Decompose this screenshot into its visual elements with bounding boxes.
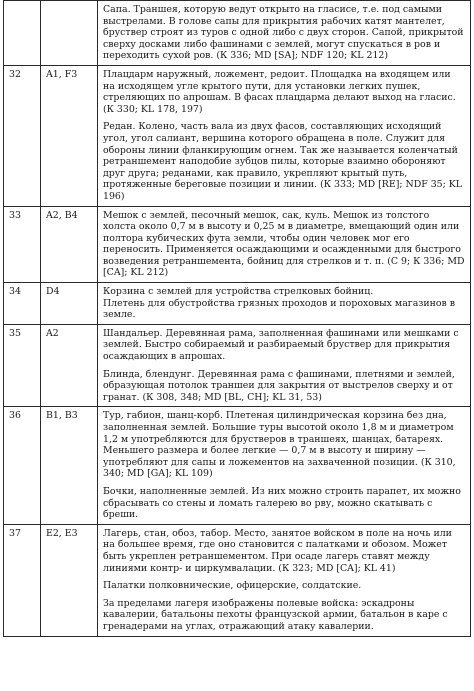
row-codes-cell: D4: [41, 283, 98, 325]
row-number-cell: 32: [4, 65, 41, 206]
table-row: [4, 206, 471, 283]
glossary-table: [3, 0, 471, 637]
table-row: [4, 1, 471, 66]
table-row: [4, 324, 471, 407]
row-description-cell: [98, 206, 471, 283]
description-paragraph: Блинда, блендунг. Деревянная рама с фашинами, плетнями и землей, образующая потолок траншеи для закрытия от выстрелов сверху и от гранат. (К 308, 348; MD [BL, CH]; KL 31, 53): [103, 368, 455, 403]
row-number-cell: 33: [4, 206, 41, 283]
row-codes-cell: B1, B3: [41, 407, 98, 524]
description-paragraph: Палатки полковнические, офицерские, солдатские.: [103, 580, 362, 592]
row-number-cell: 36: [4, 407, 41, 524]
row-number-cell: 34: [4, 283, 41, 325]
description-paragraph: Шандальер. Деревянная рама, заполненная фашинами или мешками с землей. Быстро собираемый и разбираемый бруствер для прикрытия осаждающих в апрошах.: [103, 327, 459, 363]
row-codes-cell: A1, F3: [41, 65, 98, 206]
row-codes-cell: A2, B4: [41, 206, 98, 283]
row-codes-cell: E2, E3: [41, 524, 98, 636]
description-paragraph: Корзина с землей для устройства стрелковых бойниц. Плетень для обустройства грязных проходов и пороховых магазинов в земле.: [103, 286, 456, 321]
table-row: [4, 524, 471, 636]
description-paragraph: Плацдарм наружный, ложемент, редоит. Площадка на входящем или на исходящем угле крытого пути, для установки легких пушек, стреляющих по апрошам. В фасах плацдарма делают выход на гласис. (К 330; KL 178, 197): [103, 68, 456, 115]
description-paragraph: Сапа. Траншея, которую ведут открыто на гласисе, т.е. под самыми выстрелами. В голове сапы для прикрытия рабочих катят мантелет, бруствер строят из туров с одной либо с двух сторон. Сапой, прикрытой сверху досками либо фашинами с землей, могут спускаться в ров и переходить сухой ров. (К 336; MD [SA]; NDF 120; KL 212): [103, 4, 464, 62]
description-paragraph: Лагерь, стан, обоз, табор. Место, занятое войском в поле на ночь или на большее время, где оно становится с палатками и обозом. Может быть укреплен ретраншементом. При осаде лагерь ставят между линиями контр- и циркумвалации. (К 323; MD [CA]; KL 41): [103, 527, 452, 574]
row-number-cell: [4, 1, 41, 66]
row-number-cell: 37: [4, 524, 41, 636]
description-paragraph: Бочки, наполненные землей. Из них можно строить парапет, их можно сбрасывать со стены и ломать галерею во рву, можно скатывать с бреши.: [103, 485, 461, 521]
row-description-cell: [98, 1, 471, 66]
row-codes-cell: [41, 1, 98, 66]
row-description-cell: [98, 324, 471, 407]
table-row: [4, 65, 471, 206]
row-description-cell: [98, 407, 471, 524]
glossary-table-body: [4, 1, 471, 637]
row-codes-cell: A2: [41, 324, 98, 407]
description-paragraph: За пределами лагеря изображены полевые войска: эскадроны кавалерии, батальоны пехоты французской армии, батальон в каре с гренадерами на углах, отражающий атаку кавалерии.: [103, 597, 448, 632]
table-row: [4, 407, 471, 524]
row-description-cell: [98, 65, 471, 206]
description-paragraph: Мешок с землей, песочный мешок, сак, куль. Мешок из толстого холста около 0,7 м в высоту и 0,25 м в диаметре, вмещающий один или полтора кубических фута земли, чтобы один человек мог его переносить. Применяется осаждающими и осажденными для быстрого возведения ретраншемента, бойниц для стрелков и т. п. (С 9; К 336; MD [CA]; KL 212): [103, 209, 465, 279]
description-paragraph: Редан. Колено, часть вала из двух фасов, составляющих исходящий угол, угол салиант, вершина которого обращена в поле. Служит для обороны линии фланкирующим огнем. Так же называется коленчатый ретраншемент наподобие зубцов пилы, которые взаимно обороняют друг друга; реданами, как правило, укрепляют крытый путь, протяженные береговые позиции и линии. (К 333; MD [RE]; NDF 35; KL 196): [103, 121, 462, 202]
description-paragraph: Тур, габион, шанц-корб. Плетеная цилиндрическая корзина без дна, заполненная землей. Большие туры высотой около 1,8 м и диаметром 1,2 м употребляются для брустверов в траншеях, шанцах, батареях. Меньшего размера и более легкие — 0,7 м в высоту и ширину — употребляют для сапы и ложементов на захваченной позиции. (К 310, 340; MD [GA]; KL 109): [103, 410, 456, 480]
row-description-cell: [98, 524, 471, 636]
table-row: [4, 283, 471, 325]
row-description-cell: [98, 283, 471, 325]
row-number-cell: 35: [4, 324, 41, 407]
